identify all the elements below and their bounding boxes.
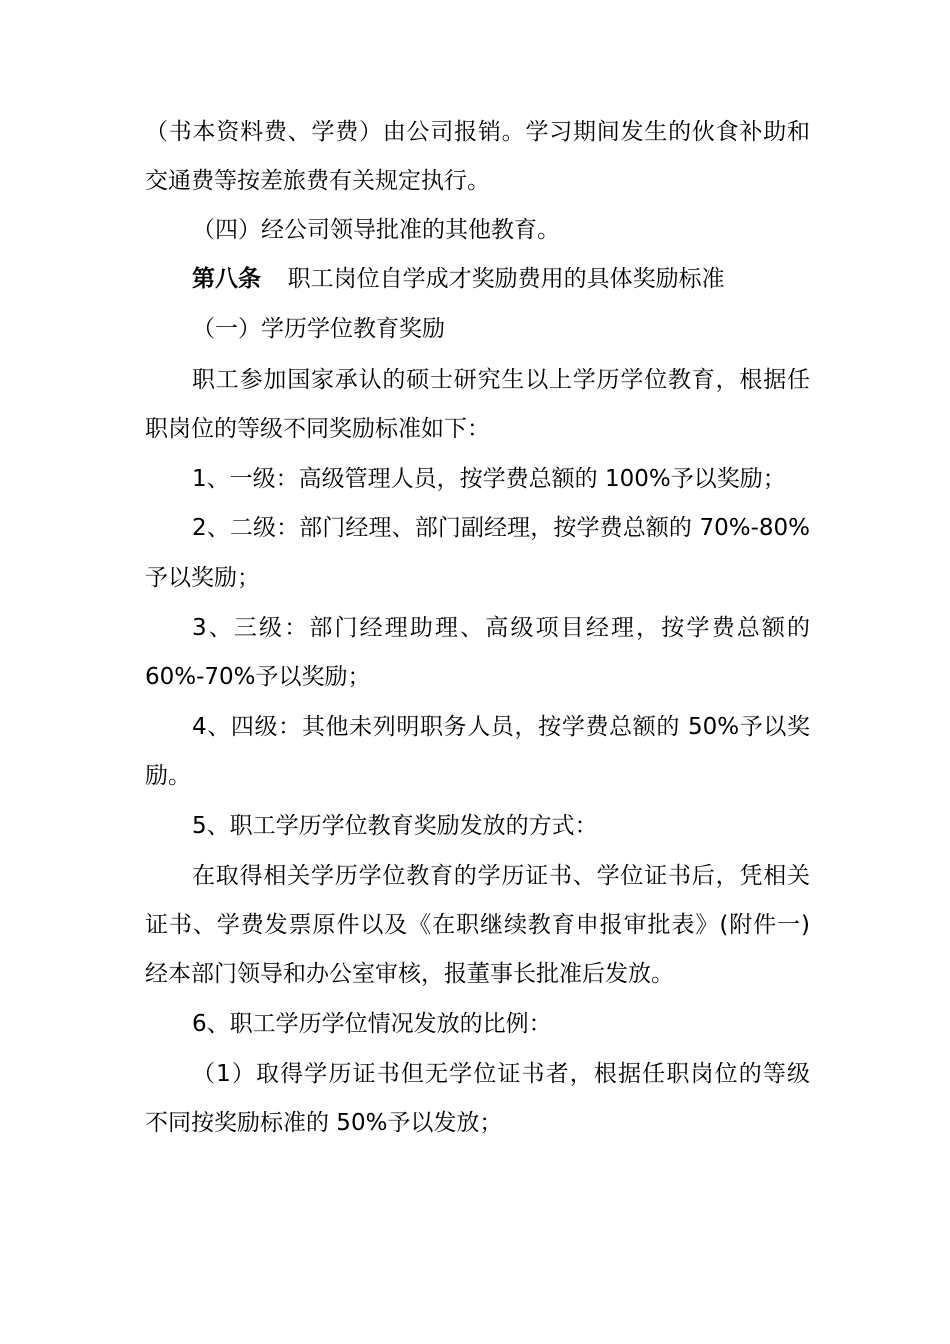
paragraph-line: 职岗位的等级不同奖励标准如下： (145, 416, 490, 442)
paragraph-line: 证书、学费发票原件以及《在职继续教育申报审批表》(附件一) (145, 912, 810, 938)
list-item: 1、一级：高级管理人员，按学费总额的 100%予以奖励； (192, 466, 786, 492)
article-title: 职工岗位自学成才奖励费用的具体奖励标准 (287, 266, 725, 292)
list-item-continuation: 不同按奖励标准的 50%予以发放； (145, 1110, 503, 1136)
paragraph-line: 在取得相关学历学位教育的学历证书、学位证书后，凭相关 (192, 863, 810, 889)
paragraph-line: （书本资料费、学费）由公司报销。学习期间发生的伙食补助和 (145, 119, 810, 145)
article-number: 第八条 (192, 266, 261, 292)
list-item-continuation: 60%-70%予以奖励； (145, 664, 371, 690)
list-item: 3、三级：部门经理助理、高级项目经理，按学费总额的 (192, 615, 810, 641)
list-item-continuation: 予以奖励； (145, 565, 260, 591)
list-item: 4、四级：其他未列明职务人员，按学费总额的 50%予以奖 (192, 714, 810, 740)
paragraph-line: 经本部门领导和办公室审核，报董事长批准后发放。 (145, 961, 674, 987)
list-item: 2、二级：部门经理、部门副经理，按学费总额的 70%-80% (192, 515, 810, 541)
article-heading (192, 259, 810, 299)
list-item-continuation: 励。 (145, 763, 191, 789)
list-item: 5、职工学历学位教育奖励发放的方式： (192, 813, 598, 839)
paragraph-line: 职工参加国家承认的硕士研究生以上学历学位教育，根据任 (192, 367, 810, 393)
list-item: （1）取得学历证书但无学位证书者，根据任职岗位的等级 (192, 1061, 810, 1087)
list-item: 6、职工学历学位情况发放的比例： (192, 1011, 552, 1037)
section-heading: （一）学历学位教育奖励 (192, 316, 445, 342)
paragraph-line: （四）经公司领导批准的其他教育。 (192, 217, 560, 243)
paragraph-line: 交通费等按差旅费有关规定执行。 (145, 168, 490, 194)
